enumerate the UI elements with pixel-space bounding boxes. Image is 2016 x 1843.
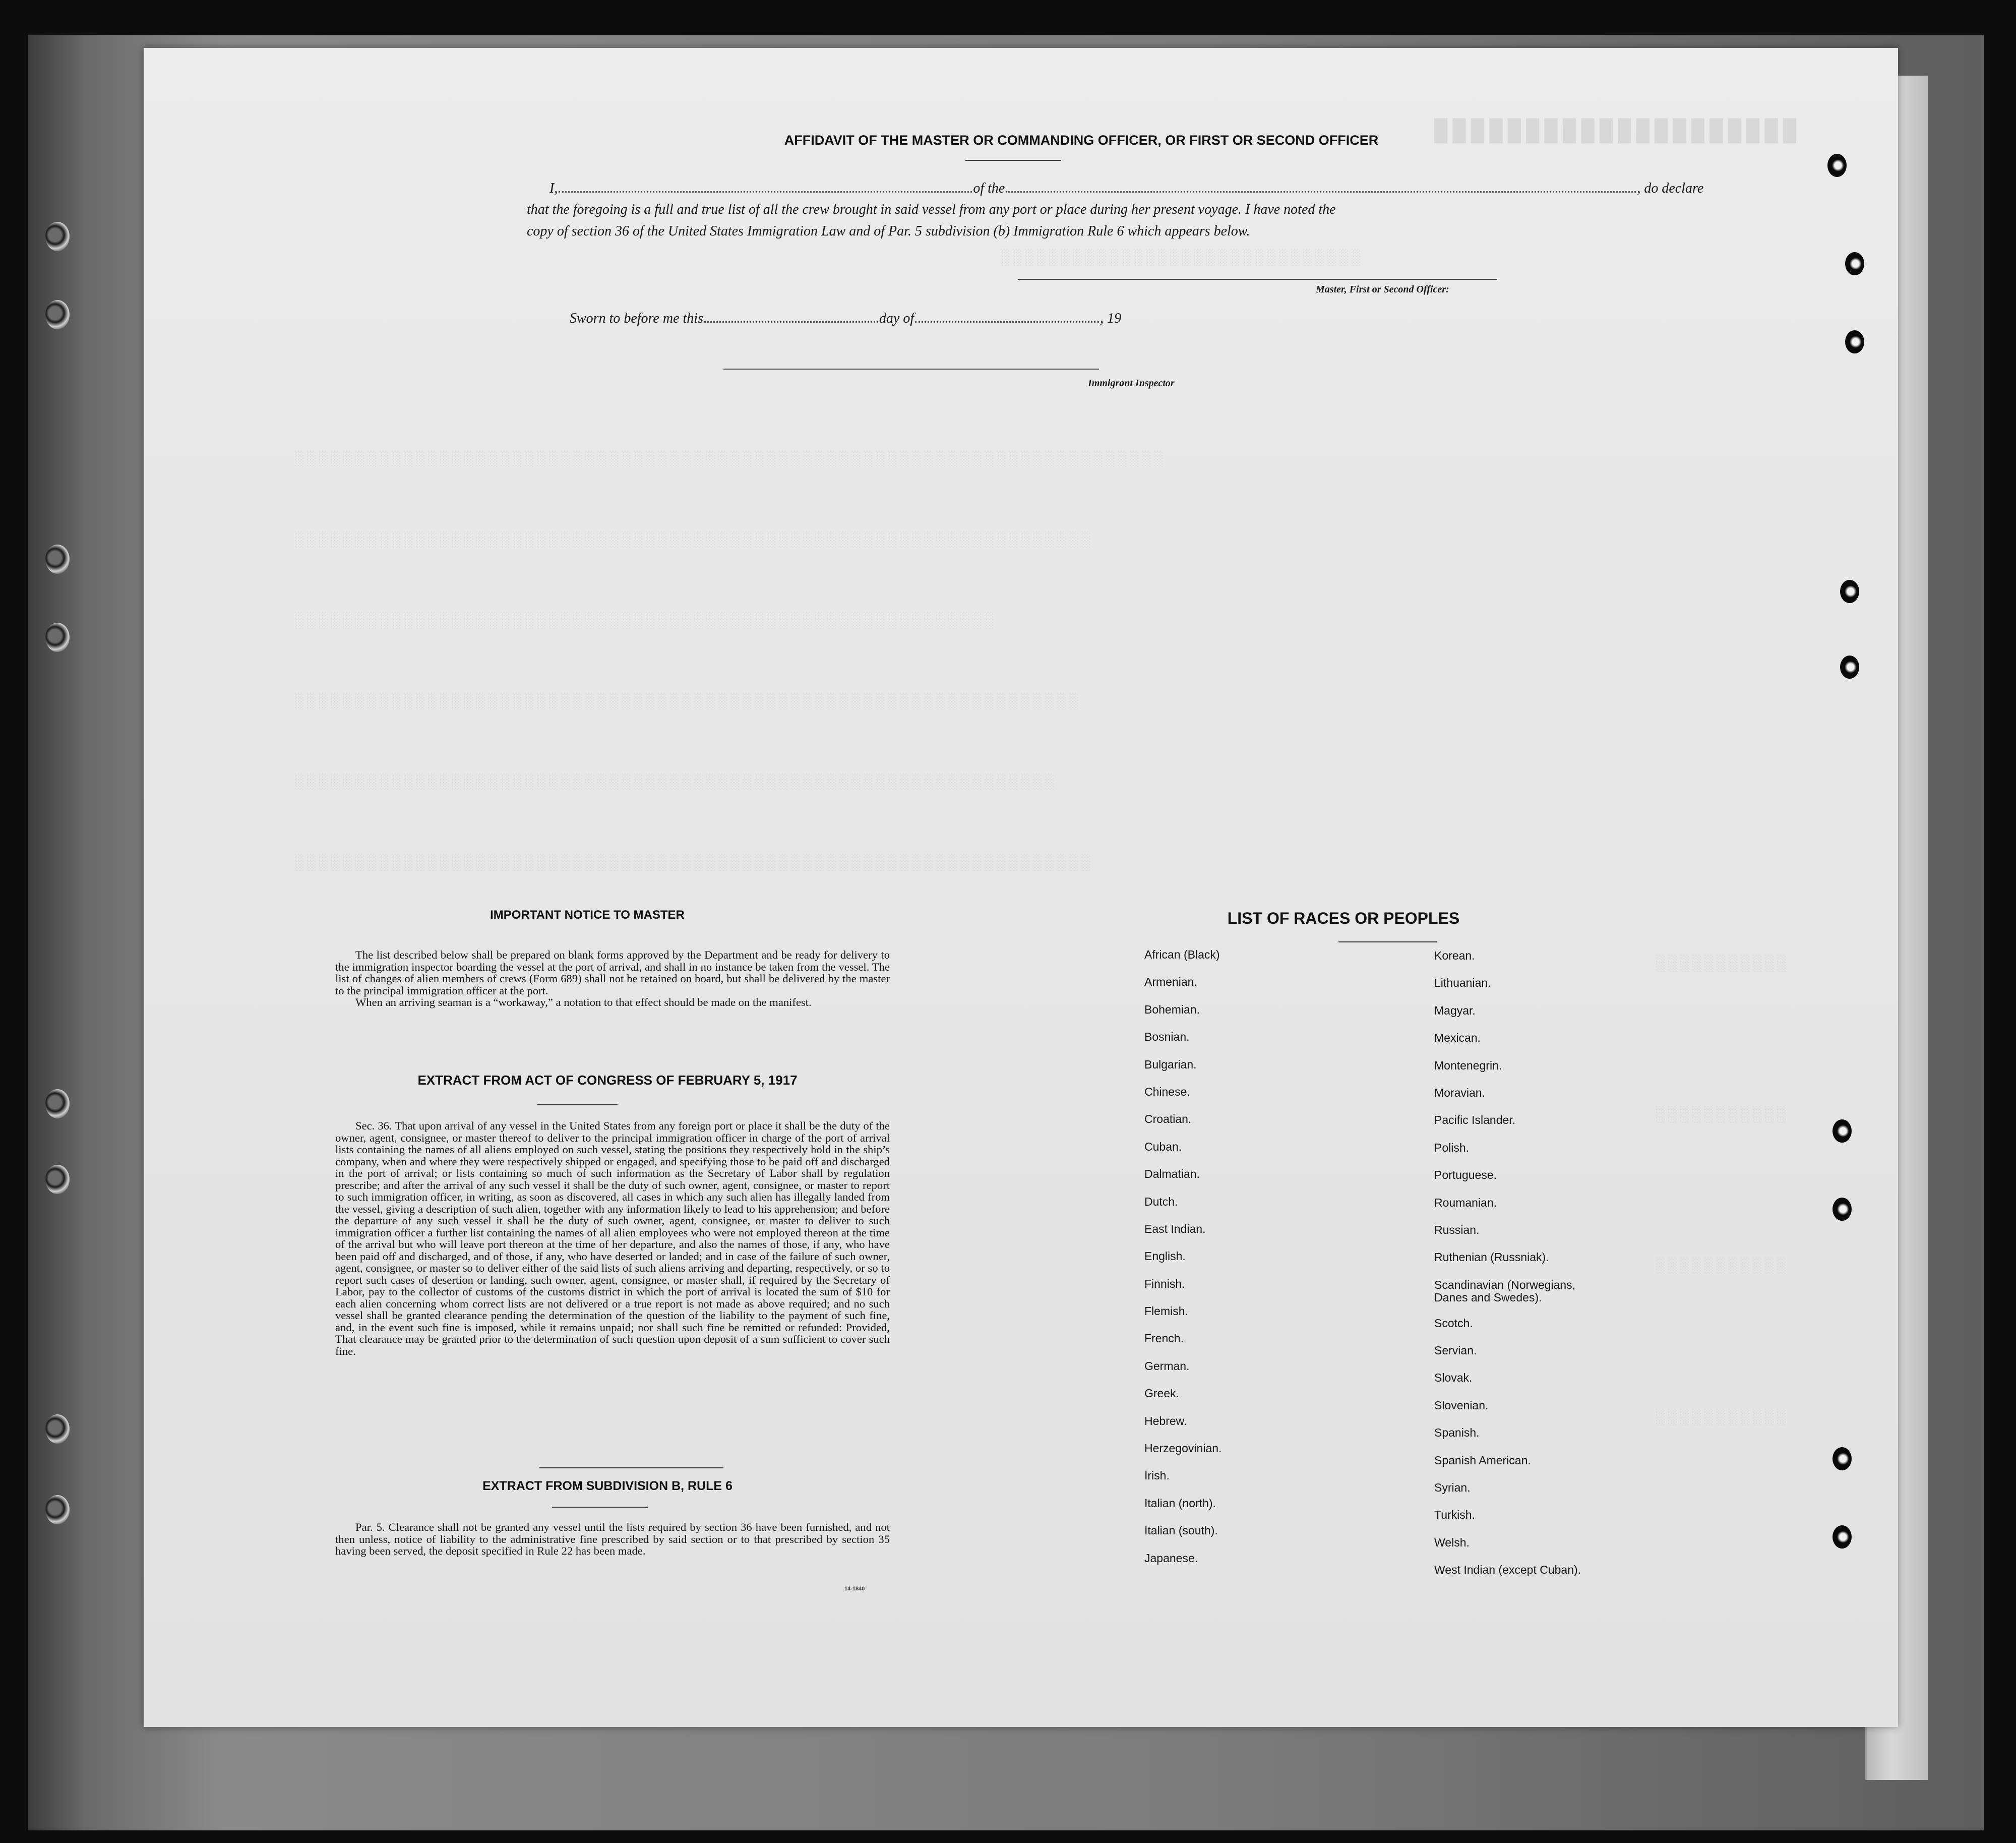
par-5-text: Par. 5. Clearance shall not be granted any vessel until the lists required by section 36 have been furnished, and not then unless, notice of liability to the administrative fine prescribed by said section or to that prescribed by section 35 having been served, the deposit specified in Rule 22 has been made. — [335, 1521, 890, 1557]
race-entry: Scandinavian (Norwegians, Danes and Swedes). — [1434, 1278, 1575, 1304]
race-entry: Herzegovinian. — [1144, 1442, 1222, 1455]
affidavit-line-3: copy of section 36 of the United States Immigration Law and of Par. 5 subdivision (b) Immigration Rule 6 which appears below. — [527, 223, 1250, 239]
punch-hole — [1832, 1525, 1852, 1549]
race-entry: English. — [1144, 1250, 1186, 1263]
punch-hole — [1845, 330, 1864, 353]
race-entry: East Indian. — [1144, 1222, 1206, 1235]
year-label: , 19 — [1100, 311, 1122, 326]
officer-signature-line[interactable] — [1018, 279, 1497, 280]
affidavit-of-the: of the — [973, 181, 1005, 196]
punch-hole — [1840, 656, 1859, 679]
inspector-signature-line[interactable] — [723, 369, 1099, 370]
act-extract-text — [335, 1120, 890, 1357]
punch-hole — [1832, 1447, 1852, 1470]
rule-title-rule — [552, 1507, 648, 1508]
affidavit-title: AFFIDAVIT OF THE MASTER OR COMMANDING OFFICER, OR FIRST OR SECOND OFFICER — [784, 133, 1379, 148]
section-36-text: Sec. 36. That upon arrival of any vessel in the United States from any foreign port or place it shall be the duty of the owner, agent, consignee, or master thereof to deliver to the principal immigration officer in charge of the port of arrival lists containing the names of all aliens employed on such vessel, stating the positions they respectively hold in the ship’s company, when and where they were respectively shipped or engaged, and specifying those to be paid off and discharged in the port of arrival; or lists containing so much of such information as the Secretary of Labor shall by regulation prescribe; and after the arrival of any such vessel it shall be the duty of such owner, agent, consignee, or master to report to such immigration officer, in writing, as soon as discovered, all cases in which any such alien has illegally landed from the vessel, giving a description of such alien, together with any information likely to lead to his apprehension; and before the departure of any such vessel it shall be the duty of such owner, agent, consignee, or master to deliver to such immigration officer a further list containing the names of all alien employees who were not employed thereon at the time of the arrival but who will leave port thereon at the time of her departure, and also the names of those, if any, who have been paid off and discharged, and of those, if any, who have deserted or landed; and in case of the failure of such owner, agent, consignee, or master so to deliver either of the said lists of such aliens arriving and departing, respectively, or so to report such cases of desertion or landing, such owner, agent, consignee, or master shall, if required by the Secretary of Labor, pay to the collector of customs of the customs district in which the port of arrival is located the sum of $10 for each alien concerning whom correct lists are not delivered or a true report is not made as above required; and no such vessel shall be granted clearance pending the determination of the question of the liability to the payment of such fine, and, in the event such fine is imposed, while it remains unpaid; nor shall such fine be remitted or refunded: Provided, That clearance may be granted prior to the determination of such question upon deposit of a sum sufficient to cover such fine. — [335, 1119, 890, 1357]
race-entry: Italian (north). — [1144, 1496, 1216, 1510]
race-entry: Slovenian. — [1434, 1398, 1489, 1412]
sworn-month-field[interactable] — [915, 310, 1099, 323]
race-entry: Pacific Islander. — [1434, 1113, 1516, 1127]
sworn-label: Sworn to before me this — [570, 311, 703, 326]
race-entry: Montenegrin. — [1434, 1058, 1502, 1072]
affidavit-line-2: that the foregoing is a full and true list of all the crew brought in said vessel from any port or place during her present voyage. I have noted the — [527, 202, 1336, 217]
notice-paragraph-1: The list described below shall be prepared on blank forms approved by the Department and be ready for delivery to the immigration inspector boarding the vessel at the port of arrival, and shall in no instance be taken from the vessel. The list of changes of alien members of crews (Form 689) shall not be retained on board, but shall be delivered by the master to the principal immigration officer at the port. — [335, 948, 890, 997]
races-title-rule — [1338, 941, 1437, 942]
race-entry: Magyar. — [1434, 1003, 1476, 1017]
race-entry: Dutch. — [1144, 1195, 1178, 1208]
race-entry: Flemish. — [1144, 1304, 1188, 1318]
race-entry: Scotch. — [1434, 1316, 1473, 1330]
binder-hole — [45, 1089, 70, 1118]
race-entry: Bohemian. — [1144, 1002, 1200, 1016]
punch-hole — [1827, 154, 1847, 177]
race-entry: Spanish American. — [1434, 1453, 1531, 1467]
race-entry: West Indian (except Cuban). — [1434, 1563, 1581, 1577]
race-entry: Greek. — [1144, 1387, 1180, 1400]
race-entry: Slovak. — [1434, 1371, 1473, 1385]
affidavit-i: I, — [549, 181, 558, 196]
officer-name-field[interactable] — [559, 180, 972, 193]
officer-signature-label: Master, First or Second Officer: — [1316, 284, 1449, 295]
rule-extract-text — [335, 1521, 890, 1557]
race-entry: Italian (south). — [1144, 1524, 1218, 1537]
binder-hole — [45, 300, 70, 329]
binder-hole — [45, 1414, 70, 1444]
act-end-rule — [539, 1467, 723, 1468]
race-entry: Chinese. — [1144, 1085, 1190, 1098]
vessel-name-field[interactable] — [1006, 180, 1636, 193]
race-entry: Bosnian. — [1144, 1030, 1190, 1044]
race-entry: Portuguese. — [1434, 1168, 1497, 1182]
race-entry: Cuban. — [1144, 1140, 1182, 1153]
day-of-label: day of — [879, 311, 914, 326]
race-entry: Russian. — [1434, 1223, 1480, 1236]
race-entry: Turkish. — [1434, 1508, 1475, 1522]
race-entry: German. — [1144, 1359, 1190, 1373]
punch-hole — [1845, 252, 1864, 275]
race-entry: Armenian. — [1144, 975, 1197, 989]
race-entry: French. — [1144, 1332, 1184, 1345]
manifest-sheet: ████████████████████ ░░░░░░░░░░░░░░░░░░░░░░░░░░░░░░ ░░░░░░░░░░░░░░░░░░░░░░░░░░░░░░░░░░░░░░░░░░░░░░░░░░░░░░░░░░░░░░░░░░░░░░░░ ░░░░░░░░░░░░░░░░░░░░░░░░░░░░░░░░░░░░░░░░░░░░░░░░░░░░░░░░░░░░░░░░░░ ░░░░░░░░░░░░░░░░░░░░░░░░░░░░░░░░░░░░░░░░░░░░░░░░░░░░░░░░░░ ░░░░░░░░░░░░░░░░░░░░░░░░░░░░░░░░░░░░░░░░░░░░░░░░░░░░░░░░░░░░░░░░░ ░░░░░░░░░░░░░░░░░░░░░░░░░░░░░░░░░░░░░░░░░░░░░░░░░░░░░░░░░░░░░░░ ░░░░░░░░░░░░░░░░░░░░░░░░░░░░░░░░░░░░░░░░░░░░░░░░░░░░░░░░░░░░░░░░░░ ░░░░░░░░░░░ ░░░░░░░░░░░ ░░░░░░░░░░░ ░░░░░░░░░░░ AFFIDAVIT OF THE MASTER OR COMMANDING OFFICER, OR FIRST OR SECOND OFFICER I, of the , do declare that the foregoing is a full and true list of all the crew brought in said vessel from any port or place during her present voyage. I have noted the copy of section 36 of the United States Immigration Law and of Par. 5 subdivision (b) Immigration Rule 6 which appears below. Master, First or Second Officer: Sworn to before me this day of , 19 Immigrant Inspector IMPORTANT NOTICE TO MASTER The list described below shall be prepared on blank forms approved by the Department and be ready for delivery to the immigration inspector boarding the vessel at the port of arrival, and shall in no instance be taken from the vessel. The list of changes of alien members of crews (Form 689) shall not be retained on board, but shall be delivered by the master to the principal immigration officer at the port. When an arriving seaman is a “workaway,” a notation to that effect should be made on the manifest. EXTRACT FROM ACT OF CONGRESS OF FEBRUARY 5, 1917 Sec. 36. That upon arrival of any vessel in the United States from any foreign port or place it shall be the duty of the owner, agent, consignee, or master thereof to deliver to the principal immigration officer in charge of the port of arrival lists containing the names of all aliens employed on such vessel, stating the positions they respectively hold in the ship’s company, when and where they were respectively shipped or engaged, and specifying those to be paid off and discharged in the port of arrival; or lists containing so much of such information as the Secretary of Labor shall by regulation prescribe; and after the arrival of any such vessel it shall be the duty of such owner, agent, consignee, or master to report to such immigration officer, in writing, as soon as discovered, all cases in which any such alien has illegally landed from the vessel, giving a description of such alien, together with any information likely to lead to his apprehension; and before the departure of any such vessel it shall be the duty of such owner, agent, consignee, or master to deliver to such immigration officer a further list containing the names of all alien employees who were not employed thereon at the time of the arrival but who will leave port thereon at the time of her departure, and also the names of those, if any, who have been paid off and discharged, and of those, if any, who have deserted or landed; and in case of the failure of such owner, agent, consignee, or master so to deliver either of the said lists of such aliens arriving and departing, respectively, or so to report such cases of desertion or landing, such owner, agent, consignee, or master shall, if required by the Secretary of Labor, pay to the collector of customs of the customs district in which the port of arrival is located the sum of $10 for each alien concerning whom correct lists are not delivered or a true report is not made as above required; and no such vessel shall be granted clearance pending the determination of the question of the liability to the payment of such fine, and, in the event such fine is imposed, while it remains unpaid; nor shall such fine be remitted or refunded: Provided, That clearance may be granted prior to the determination of such question upon deposit of a sum sufficient to cover such fine. EXTRACT FROM SUBDIVISION B, RULE 6 Par. 5. Clearance shall not be granted any vessel until the lists required by section 36 have been furnished, and not then unless, notice of liability to the administrative fine prescribed by said section or to that prescribed by section 35 having been served, the deposit specified in Rule 22 has been made. 14-1840 LIST OF RACES OR PEOPLES African (Black) Armenian. Bohemian. Bosnian. Bulgarian. Chinese. Croatian. Cuban. Dalmatian. Dutch. East Indian. English. Finnish. Flemish. French. German. Greek. Hebrew. Herzegovinian. Irish. Italian (north). Italian (south). Japanese. Korean. Lithuanian. Magyar. Mexican. Montenegrin. Moravian. Pacific Islander. Polish. Portuguese. Roumanian. Russian. Ruthenian (Russniak). Scandinavian (Norwegians, Danes and Swedes). Scotch. Servian. Slovak. Slovenian. Spanish. Spanish American. Syrian. Turkish. Welsh. West Indian (except Cuban). — [144, 48, 1898, 1727]
races-list-right — [1434, 949, 1636, 1591]
race-entry: Ruthenian (Russniak). — [1434, 1251, 1549, 1264]
punch-hole — [1832, 1198, 1852, 1221]
affidavit-do-declare: , do declare — [1637, 181, 1704, 196]
race-entry: Bulgarian. — [1144, 1057, 1197, 1071]
act-extract-title: EXTRACT FROM ACT OF CONGRESS OF FEBRUARY 5, 1917 — [417, 1073, 798, 1088]
notice-title: IMPORTANT NOTICE TO MASTER — [490, 908, 685, 922]
race-entry: Finnish. — [1144, 1277, 1185, 1290]
race-entry: Dalmatian. — [1144, 1167, 1200, 1181]
affidavit-declaration-line — [549, 180, 1703, 197]
sworn-day-field[interactable] — [704, 310, 878, 323]
race-entry: Korean. — [1434, 949, 1475, 962]
rule-extract-title: EXTRACT FROM SUBDIVISION B, RULE 6 — [482, 1479, 732, 1493]
race-entry: Syrian. — [1434, 1481, 1471, 1495]
race-entry: Welsh. — [1434, 1535, 1470, 1549]
races-title: LIST OF RACES OR PEOPLES — [1227, 909, 1460, 927]
binder-hole — [45, 623, 70, 652]
race-entry: African (Black) — [1144, 948, 1220, 961]
title-rule — [965, 160, 1061, 161]
race-entry: Mexican. — [1434, 1031, 1481, 1045]
race-entry: Servian. — [1434, 1344, 1477, 1357]
race-entry: Irish. — [1144, 1469, 1170, 1482]
race-entry: Croatian. — [1144, 1112, 1192, 1126]
binder-hole — [45, 1495, 70, 1524]
notice-text — [335, 949, 890, 1008]
race-entry: Japanese. — [1144, 1551, 1198, 1565]
race-entry: Roumanian. — [1434, 1196, 1497, 1209]
punch-hole — [1832, 1119, 1852, 1143]
form-number: 14-1840 — [844, 1586, 865, 1592]
race-entry: Spanish. — [1434, 1426, 1480, 1440]
race-entry: Lithuanian. — [1434, 976, 1491, 990]
inspector-label: Immigrant Inspector — [1088, 378, 1175, 389]
binder-hole — [45, 1165, 70, 1194]
notice-paragraph-2: When an arriving seaman is a “workaway,” a notation to that effect should be made on the manifest. — [355, 996, 812, 1008]
race-entry: Hebrew. — [1144, 1414, 1187, 1428]
punch-hole — [1840, 580, 1859, 603]
sworn-line — [570, 310, 1121, 327]
act-title-rule — [537, 1104, 618, 1105]
binder-hole — [45, 222, 70, 251]
race-entry: Moravian. — [1434, 1086, 1485, 1099]
race-entry: Polish. — [1434, 1141, 1470, 1154]
races-list-left — [1144, 948, 1346, 1579]
binder-hole — [45, 545, 70, 574]
